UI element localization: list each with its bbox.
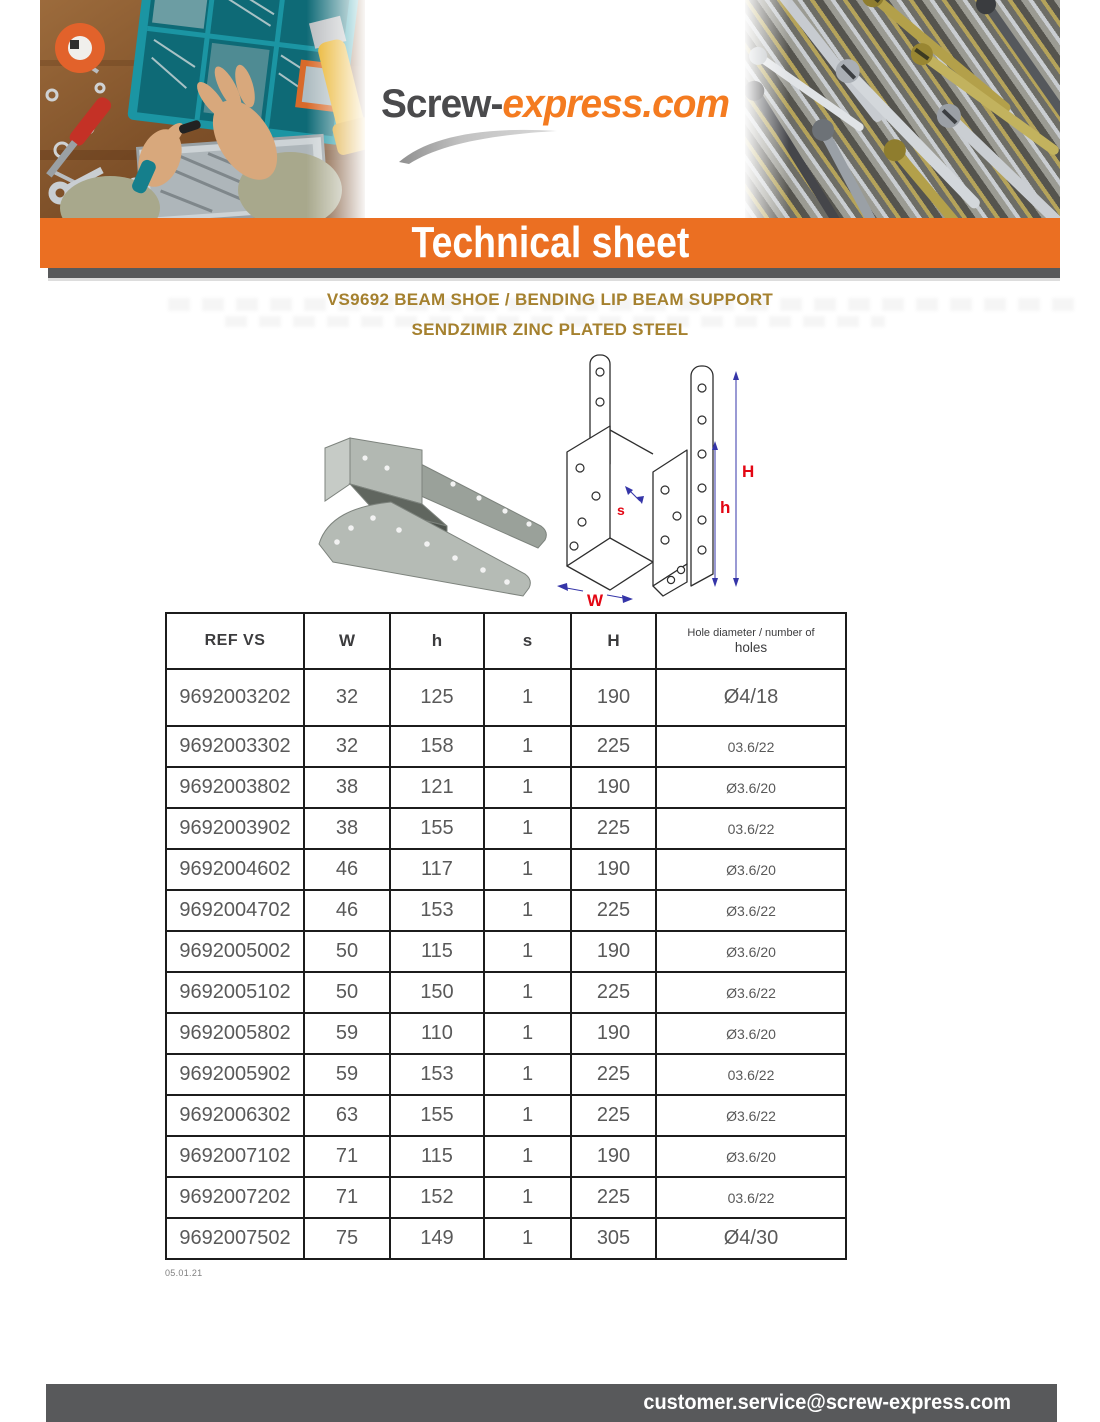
cell-s: 1 bbox=[484, 890, 571, 931]
table-row bbox=[166, 669, 846, 726]
screwdriver bbox=[42, 95, 114, 180]
dim-label-H: H bbox=[742, 462, 755, 481]
brand-logo bbox=[371, 82, 740, 127]
table-row bbox=[166, 1177, 846, 1218]
cell-h: 155 bbox=[390, 1095, 484, 1136]
header-photo-right bbox=[745, 0, 1060, 218]
table-row bbox=[166, 972, 846, 1013]
cell-W: 59 bbox=[304, 1054, 390, 1095]
cell-H: 225 bbox=[571, 1054, 656, 1095]
footer-bar bbox=[46, 1384, 1057, 1422]
cell-W: 38 bbox=[304, 808, 390, 849]
cell-H: 190 bbox=[571, 767, 656, 808]
cell-H: 190 bbox=[571, 1013, 656, 1054]
header-hole-diameter bbox=[656, 613, 846, 669]
logo-area bbox=[365, 0, 745, 218]
table-row bbox=[166, 726, 846, 767]
cell-W: 32 bbox=[304, 669, 390, 726]
cell-ref: 9692005802 bbox=[166, 1013, 304, 1054]
cell-s: 1 bbox=[484, 1218, 571, 1259]
cell-ref: 9692005102 bbox=[166, 972, 304, 1013]
cell-ref: 9692004602 bbox=[166, 849, 304, 890]
cell-s: 1 bbox=[484, 1177, 571, 1218]
banner-title: Technical sheet bbox=[411, 218, 689, 267]
cell-ref: 9692003202 bbox=[166, 669, 304, 726]
cell-ref: 9692005002 bbox=[166, 931, 304, 972]
revision-date: 05.01.21 bbox=[165, 1268, 203, 1278]
header-h: h bbox=[390, 613, 484, 669]
cell-ref: 9692007202 bbox=[166, 1177, 304, 1218]
header-w: W bbox=[304, 613, 390, 669]
header-ref-vs: REF VS bbox=[166, 613, 304, 669]
cell-s: 1 bbox=[484, 1095, 571, 1136]
cell-s: 1 bbox=[484, 726, 571, 767]
dim-label-s: s bbox=[617, 502, 625, 518]
cell-H: 190 bbox=[571, 1136, 656, 1177]
customer-service-email: customer.service@screw-express.com bbox=[643, 1391, 1011, 1414]
cell-s: 1 bbox=[484, 972, 571, 1013]
spec-table-container bbox=[165, 612, 847, 1260]
cell-H: 225 bbox=[571, 972, 656, 1013]
cell-hole: 03.6/22 bbox=[656, 1054, 846, 1095]
table-row bbox=[166, 849, 846, 890]
product-photo bbox=[295, 408, 555, 604]
cell-ref: 9692005902 bbox=[166, 1054, 304, 1095]
cell-W: 50 bbox=[304, 972, 390, 1013]
cell-W: 46 bbox=[304, 890, 390, 931]
cell-hole: Ø3.6/20 bbox=[656, 767, 846, 808]
cell-s: 1 bbox=[484, 1136, 571, 1177]
cell-ref: 9692003302 bbox=[166, 726, 304, 767]
teal-organizer-box bbox=[127, 0, 361, 145]
cell-s: 1 bbox=[484, 849, 571, 890]
cell-H: 225 bbox=[571, 808, 656, 849]
header-s: s bbox=[484, 613, 571, 669]
cell-ref: 9692003902 bbox=[166, 808, 304, 849]
spec-table bbox=[165, 612, 847, 1260]
cell-H: 225 bbox=[571, 1095, 656, 1136]
workbench-photo-illustration bbox=[40, 0, 365, 218]
cell-hole: Ø3.6/20 bbox=[656, 1013, 846, 1054]
cell-hole: Ø3.6/22 bbox=[656, 1095, 846, 1136]
screws-photo-illustration bbox=[745, 0, 1060, 218]
cell-h: 117 bbox=[390, 849, 484, 890]
cell-W: 63 bbox=[304, 1095, 390, 1136]
table-header-row bbox=[166, 613, 846, 669]
cell-hole: Ø4/30 bbox=[656, 1218, 846, 1259]
cell-H: 225 bbox=[571, 726, 656, 767]
spec-table-body bbox=[166, 669, 846, 1259]
cell-W: 71 bbox=[304, 1177, 390, 1218]
technical-sheet-banner bbox=[40, 218, 1060, 268]
cell-H: 225 bbox=[571, 890, 656, 931]
header-H: H bbox=[571, 613, 656, 669]
dim-label-W: W bbox=[587, 591, 604, 608]
cell-s: 1 bbox=[484, 808, 571, 849]
cell-ref: 9692007102 bbox=[166, 1136, 304, 1177]
cell-h: 115 bbox=[390, 931, 484, 972]
screw-tray bbox=[138, 135, 328, 218]
cell-hole: 03.6/22 bbox=[656, 1177, 846, 1218]
dimension-diagram bbox=[553, 350, 760, 608]
cell-s: 1 bbox=[484, 669, 571, 726]
cell-H: 190 bbox=[571, 849, 656, 890]
cell-h: 153 bbox=[390, 1054, 484, 1095]
product-title-line2: SENDZIMIR ZINC PLATED STEEL bbox=[411, 320, 689, 339]
cell-H: 305 bbox=[571, 1218, 656, 1259]
cell-h: 125 bbox=[390, 669, 484, 726]
cell-h: 150 bbox=[390, 972, 484, 1013]
cell-H: 190 bbox=[571, 669, 656, 726]
dim-label-h: h bbox=[720, 498, 731, 517]
table-row bbox=[166, 1136, 846, 1177]
tape-measure bbox=[55, 23, 105, 73]
cell-H: 225 bbox=[571, 1177, 656, 1218]
cell-ref: 9692004702 bbox=[166, 890, 304, 931]
cell-W: 75 bbox=[304, 1218, 390, 1259]
cell-s: 1 bbox=[484, 767, 571, 808]
drill bbox=[306, 15, 365, 156]
table-row bbox=[166, 1013, 846, 1054]
cell-h: 115 bbox=[390, 1136, 484, 1177]
cell-hole: Ø3.6/22 bbox=[656, 972, 846, 1013]
cell-hole: Ø3.6/20 bbox=[656, 849, 846, 890]
header-divider-shadow bbox=[48, 278, 1060, 281]
cell-hole: Ø3.6/20 bbox=[656, 1136, 846, 1177]
cell-hole: Ø3.6/22 bbox=[656, 890, 846, 931]
cell-H: 190 bbox=[571, 931, 656, 972]
hands bbox=[60, 63, 342, 218]
cell-s: 1 bbox=[484, 1054, 571, 1095]
cell-hole: Ø4/18 bbox=[656, 669, 846, 726]
cell-W: 46 bbox=[304, 849, 390, 890]
cell-ref: 9692007502 bbox=[166, 1218, 304, 1259]
header-photo-left bbox=[40, 0, 365, 218]
table-row bbox=[166, 767, 846, 808]
table-row bbox=[166, 890, 846, 931]
cell-h: 158 bbox=[390, 726, 484, 767]
cell-h: 153 bbox=[390, 890, 484, 931]
header-divider-bar bbox=[48, 268, 1060, 278]
cell-h: 149 bbox=[390, 1218, 484, 1259]
cell-s: 1 bbox=[484, 1013, 571, 1054]
cell-hole: Ø3.6/20 bbox=[656, 931, 846, 972]
header-hole-line2: holes bbox=[734, 640, 768, 655]
cell-s: 1 bbox=[484, 931, 571, 972]
table-row bbox=[166, 1095, 846, 1136]
header-hole-line1: Hole diameter / number of bbox=[687, 627, 815, 639]
table-row bbox=[166, 1054, 846, 1095]
cell-h: 155 bbox=[390, 808, 484, 849]
cell-W: 50 bbox=[304, 931, 390, 972]
brand-logo-part2: express.com bbox=[502, 82, 729, 126]
cell-W: 32 bbox=[304, 726, 390, 767]
cell-h: 121 bbox=[390, 767, 484, 808]
cell-W: 59 bbox=[304, 1013, 390, 1054]
cell-hole: 03.6/22 bbox=[656, 726, 846, 767]
table-row bbox=[166, 1218, 846, 1259]
brand-logo-part1: Screw- bbox=[380, 82, 503, 126]
cell-ref: 9692003802 bbox=[166, 767, 304, 808]
logo-swoosh bbox=[393, 122, 563, 164]
cell-hole: 03.6/22 bbox=[656, 808, 846, 849]
cell-h: 110 bbox=[390, 1013, 484, 1054]
product-title-line1: VS9692 BEAM SHOE / BENDING LIP BEAM SUPPORT bbox=[326, 290, 774, 309]
cell-W: 71 bbox=[304, 1136, 390, 1177]
cell-ref: 9692006302 bbox=[166, 1095, 304, 1136]
table-row bbox=[166, 808, 846, 849]
table-row bbox=[166, 931, 846, 972]
cell-h: 152 bbox=[390, 1177, 484, 1218]
cell-W: 38 bbox=[304, 767, 390, 808]
